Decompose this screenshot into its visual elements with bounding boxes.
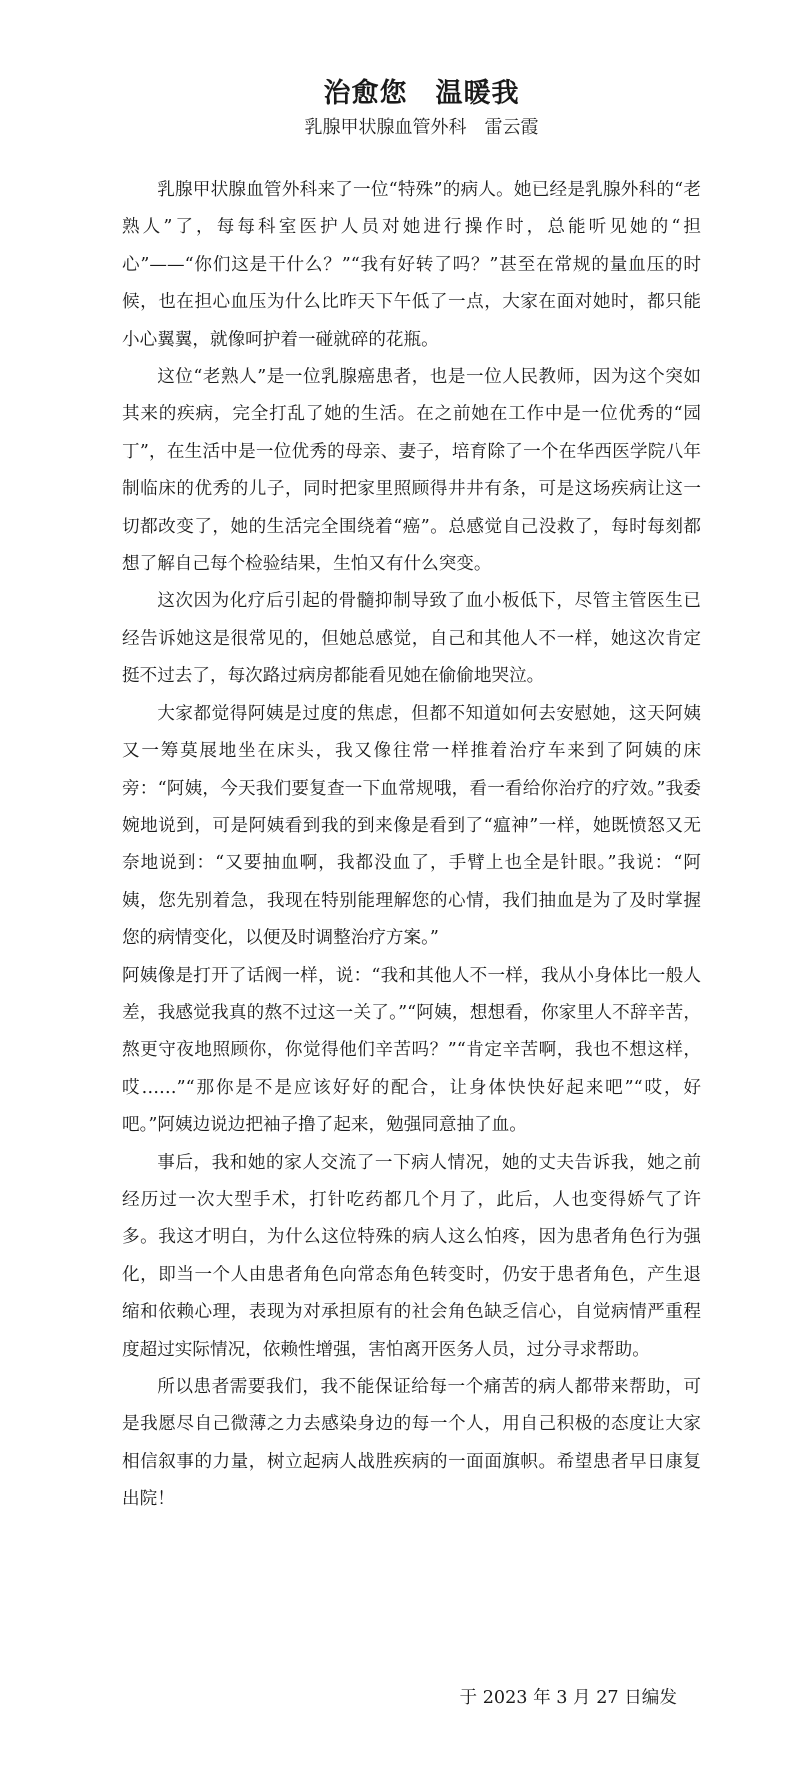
article-title: 治愈您 温暖我 [323,78,520,109]
paragraph-7: 所以患者需要我们，我不能保证给每一个痛苦的病人都带来帮助，可是我愿尽自己微薄之力去感染身边的每一个人，用自己积极的态度让大家相信叙事的力量，树立起病人战胜疾病的一面面旗帜。希望患者早日康复出院！ [122,1377,701,1510]
paragraph-3: 这次因为化疗后引起的骨髓抑制导致了血小板低下，尽管主管医生已经告诉她这是很常见的，但她总感觉，自己和其他人不一样，她这次肯定挺不过去了，每次路过病房都能看见她在偷偷地哭泣。 [122,591,701,687]
paragraph-4: 大家都觉得阿姨是过度的焦虑，但都不知道如何去安慰她，这天阿姨又一筹莫展地坐在床头，我又像往常一样推着治疗车来到了阿姨的床旁：“阿姨，今天我们要复查一下血常规哦，看一看给你治疗的疗效。”我委婉地说到，可是阿姨看到我的到来像是看到了“瘟神”一样，她既愤怒又无奈地说到：“又要抽血啊，我都没血了，手臂上也全是针眼。”我说：“阿姨，您先别着急，我现在特别能理解您的心情，我们抽血是为了及时掌握您的病情变化，以便及时调整治疗方案。” [122,703,701,949]
paragraph-1: 乳腺甲状腺血管外科来了一位“特殊”的病人。她已经是乳腺外科的“老熟人”了，每每科室医护人员对她进行操作时，总能听见她的“担心”——“你们这是干什么？”“我有好转了吗？”甚至在常规的量血压的时候，也在担心血压为什么比昨天下午低了一点，大家在面对她时，都只能小心翼翼，就像呵护着一碰就碎的花瓶。 [122,180,701,350]
paragraph-5: 阿姨像是打开了话阀一样，说：“我和其他人不一样，我从小身体比一般人差，我感觉我真的熬不过这一关了。”“阿姨，想想看，你家里人不辞辛苦，熬更守夜地照顾你，你觉得他们辛苦吗？”“肯定辛苦啊，我也不想这样，哎……”“那你是不是应该好好的配合，让身体快快好起来吧”“哎，好吧。”阿姨边说边把袖子撸了起来，勉强同意抽了血。 [122,965,701,1136]
paragraph-2: 这位“老熟人”是一位乳腺癌患者，也是一位人民教师，因为这个突如其来的疾病，完全打乱了她的生活。在之前她在工作中是一位优秀的“园丁”，在生活中是一位优秀的母亲、妻子，培育除了一个在华西医学院八年制临床的优秀的儿子，同时把家里照顾得井井有条，可是这场疾病让这一切都改变了，她的生活完全围绕着“癌”。总感觉自己没救了，每时每刻都想了解自己每个检验结果，生怕又有什么突变。 [122,367,701,575]
paragraph-6: 事后，我和她的家人交流了一下病人情况，她的丈夫告诉我，她之前经历过一次大型手术，打针吃药都几个月了，此后，人也变得娇气了许多。我这才明白，为什么这位特殊的病人这么怕疼，因为患者角色行为强化，即当一个人由患者角色向常态角色转变时，仍安于患者角色，产生退缩和依赖心理，表现为对承担原有的社会角色缺乏信心，自觉病情严重程度超过实际情况，依赖性增强，害怕离开医务人员，过分寻求帮助。 [122,1152,701,1360]
author-line: 乳腺甲状腺血管外科 雷云霞 [304,117,539,138]
date-line: 于 2023 年 3 月 27 日编发 [459,1688,677,1708]
